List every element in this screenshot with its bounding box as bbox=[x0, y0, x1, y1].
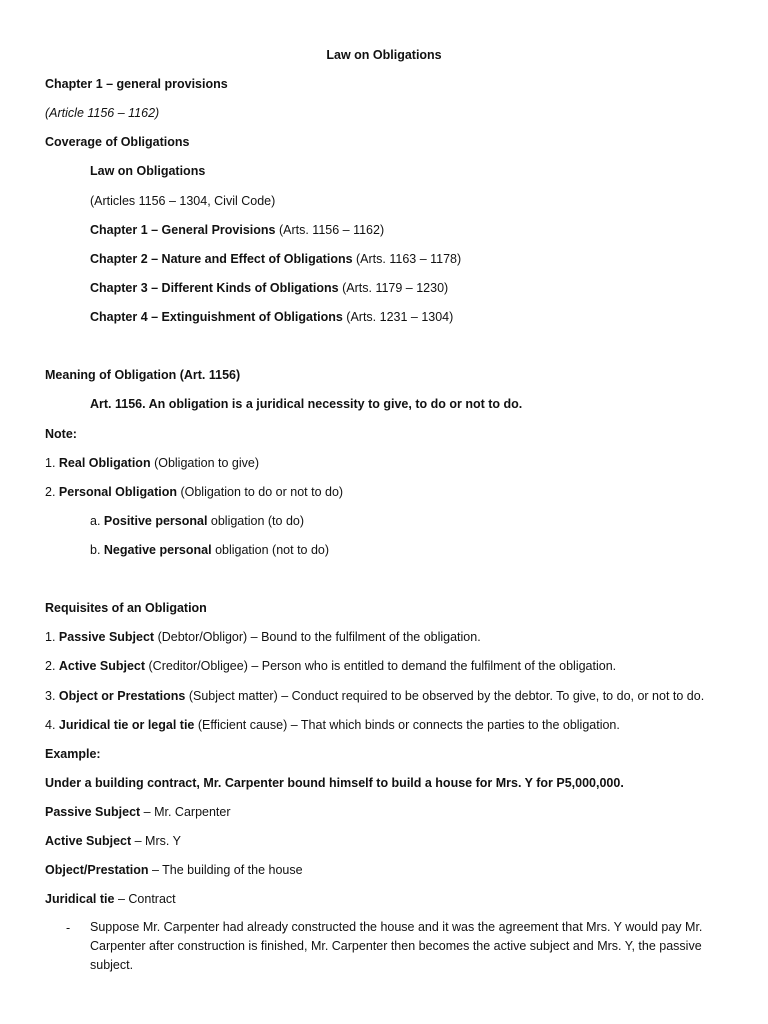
requisite-number: 3. bbox=[45, 689, 59, 703]
coverage-chapter bbox=[90, 309, 453, 325]
requisite-number: 1. bbox=[45, 630, 59, 644]
requisite-desc: (Subject matter) – Conduct required to be observed by the debtor. To give, to do, or not to do. bbox=[185, 689, 705, 703]
subnote-item bbox=[90, 513, 304, 529]
example-term: Juridical tie bbox=[45, 892, 115, 906]
chapter-label: Chapter 2 – Nature and Effect of Obligations bbox=[90, 252, 353, 266]
article-1156-text: Art. 1156. An obligation is a juridical necessity to give, to do or not to do. bbox=[90, 397, 523, 411]
chapter-heading: Chapter 1 – general provisions bbox=[45, 77, 228, 91]
note-item bbox=[45, 455, 259, 471]
bullet-paragraph: Suppose Mr. Carpenter had already constructed the house and it was the agreement that Mrs. Y would pay Mr. Carpenter after construction is finished, Mr. Carpenter then becomes the active subject and Mrs. Y, the passive subject. bbox=[90, 920, 703, 972]
requisite-term: Object or Prestations bbox=[58, 689, 186, 703]
example-item bbox=[45, 804, 231, 820]
chapter-range: (Arts. 1179 – 1230) bbox=[338, 281, 449, 295]
example-label: Example: bbox=[45, 747, 101, 761]
note-item bbox=[45, 484, 343, 500]
coverage-chapter bbox=[90, 222, 384, 238]
example-item bbox=[45, 891, 176, 907]
chapter-range: (Arts. 1231 – 1304) bbox=[342, 310, 454, 324]
example-term: Object/Prestation bbox=[45, 863, 149, 877]
requisite-desc: (Efficient cause) – That which binds or connects the parties to the obligation. bbox=[194, 718, 620, 732]
subnote-desc: obligation (to do) bbox=[207, 514, 305, 528]
requisite-term: Passive Subject bbox=[58, 630, 155, 644]
requisite-item bbox=[45, 629, 481, 645]
subnote-desc: obligation (not to do) bbox=[211, 543, 330, 557]
note-number: 2. bbox=[45, 485, 59, 499]
example-item bbox=[45, 833, 181, 849]
coverage-title: Law on Obligations bbox=[90, 164, 206, 178]
example-item bbox=[45, 862, 303, 878]
note-term: Personal Obligation bbox=[58, 485, 177, 499]
subnote-letter: b. bbox=[90, 543, 104, 557]
chapter-range: (Arts. 1156 – 1162) bbox=[275, 223, 385, 237]
subnote-term: Positive personal bbox=[103, 514, 208, 528]
note-term: Real Obligation bbox=[58, 456, 151, 470]
example-term: Active Subject bbox=[45, 834, 132, 848]
note-desc: (Obligation to do or not to do) bbox=[176, 485, 344, 499]
subnote-item bbox=[90, 542, 329, 558]
requisite-desc: (Creditor/Obligee) – Person who is entitled to demand the fulfilment of the obligation. bbox=[145, 659, 617, 673]
requisite-term: Active Subject bbox=[58, 659, 146, 673]
requisites-heading: Requisites of an Obligation bbox=[45, 601, 207, 615]
example-text: Under a building contract, Mr. Carpenter bound himself to build a house for Mrs. Y for P5,000,000. bbox=[45, 776, 624, 790]
coverage-heading: Coverage of Obligations bbox=[45, 135, 190, 149]
example-desc: – Mr. Carpenter bbox=[140, 805, 231, 819]
coverage-chapter bbox=[90, 280, 448, 296]
note-label: Note: bbox=[45, 427, 77, 441]
requisite-item bbox=[45, 717, 620, 733]
meaning-heading: Meaning of Obligation (Art. 1156) bbox=[45, 368, 241, 382]
requisite-item bbox=[45, 658, 616, 674]
chapter-label: Chapter 4 – Extinguishment of Obligations bbox=[90, 310, 343, 324]
subnote-term: Negative personal bbox=[103, 543, 212, 557]
requisite-desc: (Debtor/Obligor) – Bound to the fulfilment of the obligation. bbox=[154, 630, 481, 644]
chapter-label: Chapter 3 – Different Kinds of Obligations bbox=[90, 281, 339, 295]
requisite-item bbox=[45, 688, 704, 704]
chapter-label: Chapter 1 – General Provisions bbox=[90, 223, 276, 237]
requisite-number: 2. bbox=[45, 659, 59, 673]
example-desc: – The building of the house bbox=[148, 863, 303, 877]
requisite-number: 4. bbox=[45, 718, 59, 732]
example-term: Passive Subject bbox=[45, 805, 141, 819]
coverage-chapter bbox=[90, 251, 461, 267]
example-desc: – Mrs. Y bbox=[131, 834, 181, 848]
coverage-articles: (Articles 1156 – 1304, Civil Code) bbox=[90, 194, 276, 208]
example-desc: – Contract bbox=[114, 892, 176, 906]
article-range: (Article 1156 – 1162) bbox=[45, 106, 160, 120]
requisite-term: Juridical tie or legal tie bbox=[58, 718, 195, 732]
chapter-range: (Arts. 1163 – 1178) bbox=[352, 252, 462, 266]
note-desc: (Obligation to give) bbox=[150, 456, 259, 470]
subnote-letter: a. bbox=[90, 514, 104, 528]
page-title: Law on Obligations bbox=[326, 48, 442, 62]
note-number: 1. bbox=[45, 456, 59, 470]
bullet-dash: - bbox=[66, 921, 71, 935]
